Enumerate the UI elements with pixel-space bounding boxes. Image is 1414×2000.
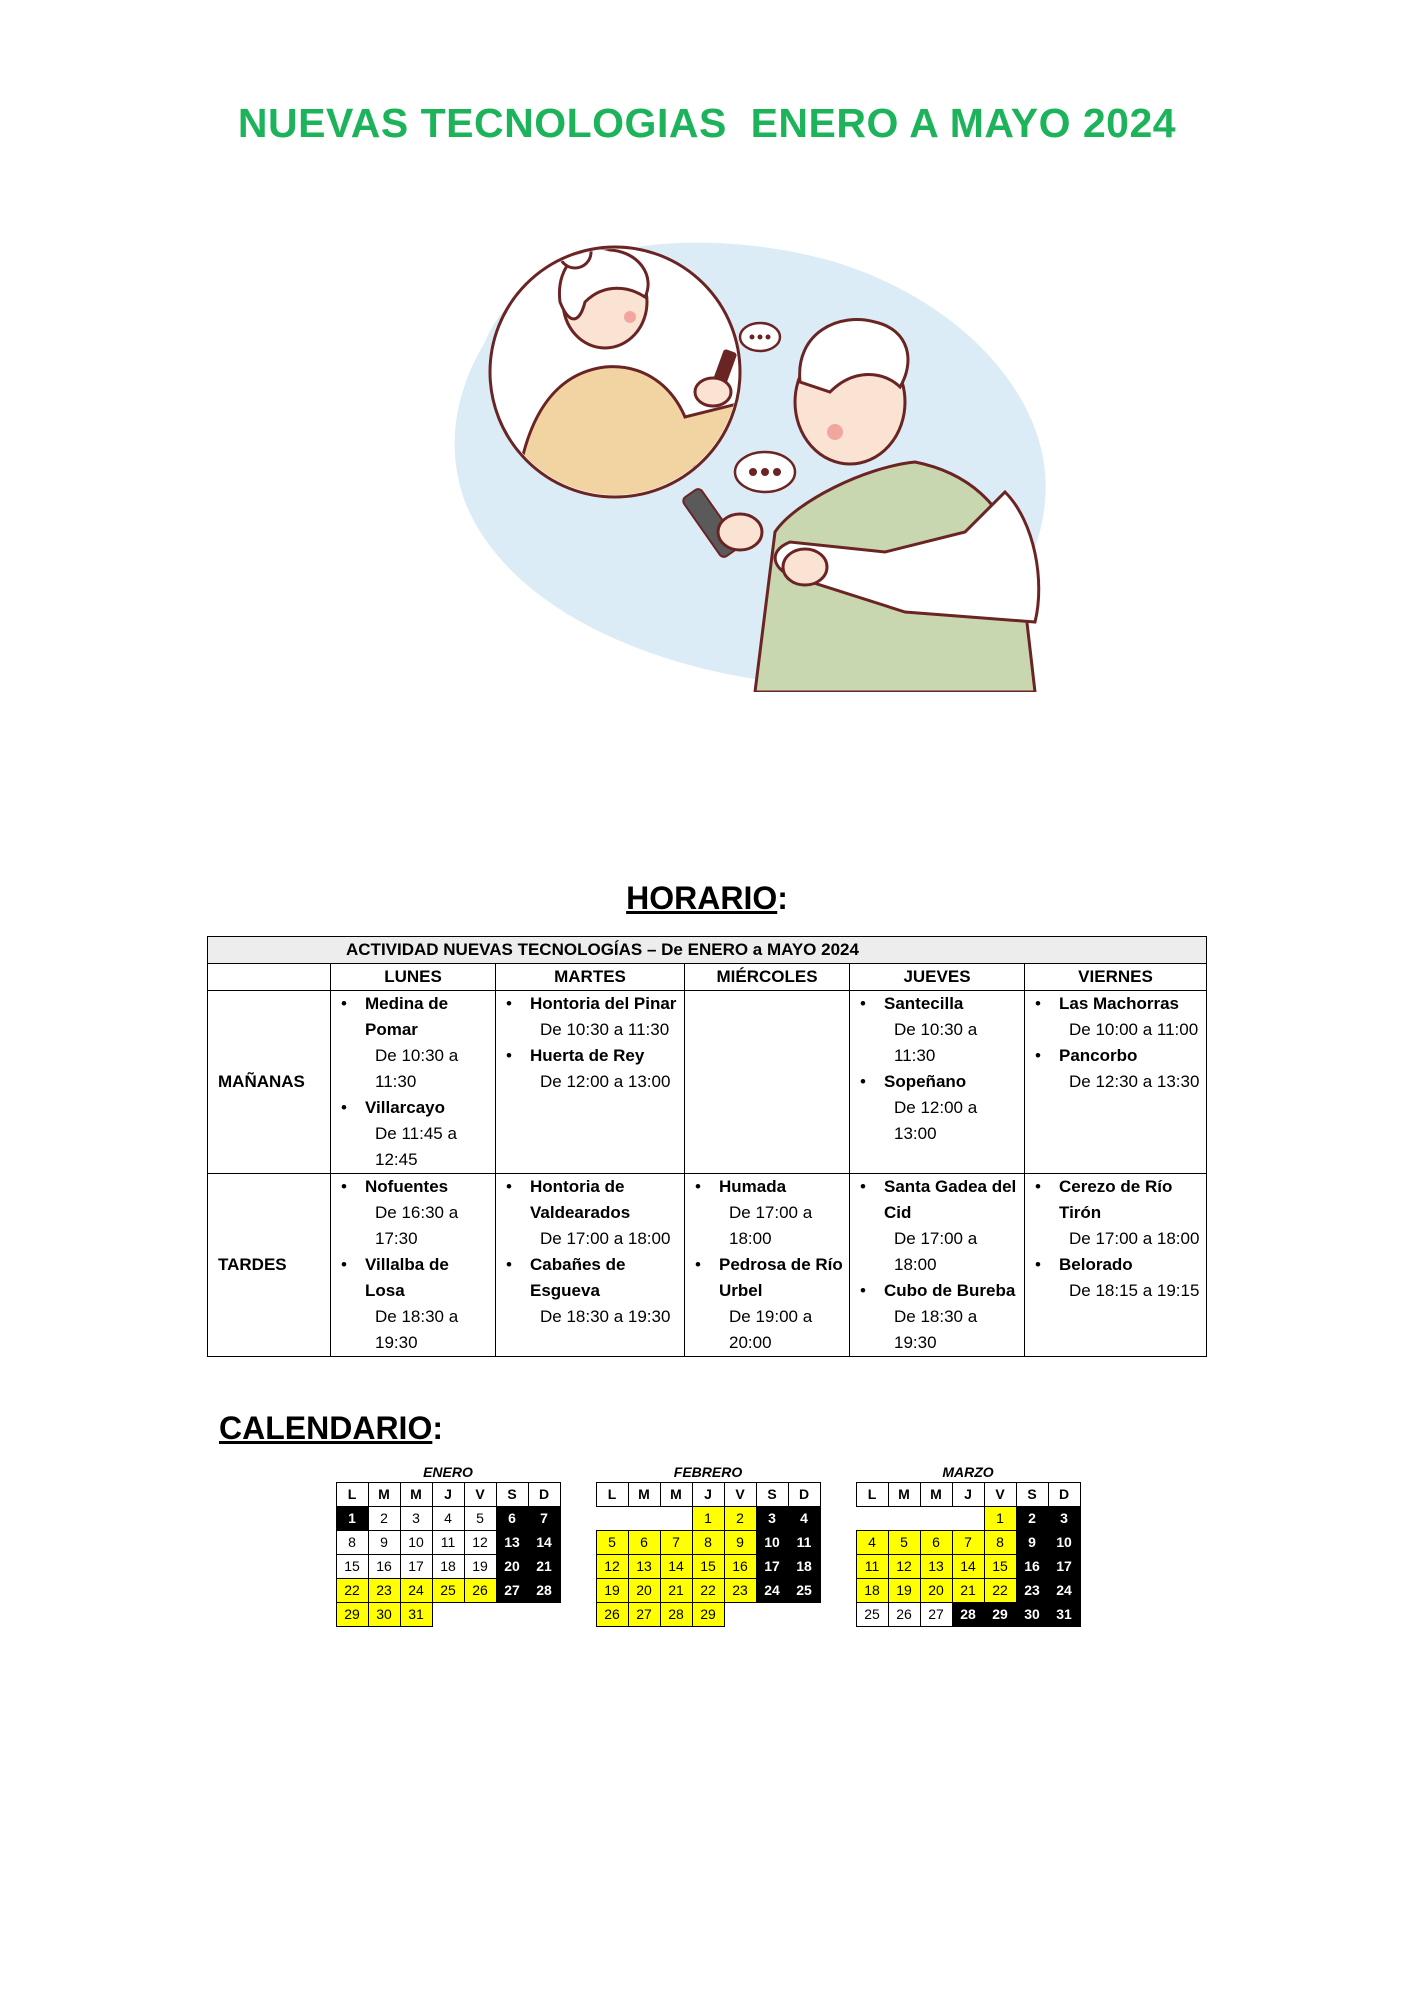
empty-cell xyxy=(528,1602,560,1626)
schedule-cell xyxy=(496,991,685,1174)
day-cell: 29 xyxy=(984,1602,1017,1627)
day-cell: 5 xyxy=(464,1506,497,1531)
day-cell: 29 xyxy=(336,1602,369,1627)
day-cell: 31 xyxy=(1048,1602,1081,1627)
weekday-header: J xyxy=(692,1482,725,1507)
schedule-row xyxy=(208,1174,1207,1357)
day-cell: 2 xyxy=(724,1506,757,1531)
schedule-entry xyxy=(502,1174,678,1252)
schedule-entry xyxy=(856,1174,1018,1278)
day-cell: 22 xyxy=(336,1578,369,1603)
day-cell: 3 xyxy=(400,1506,433,1531)
schedule-cell xyxy=(496,1174,685,1357)
time-range: De 12:00 a 13:00 xyxy=(540,1072,671,1091)
time-range: De 17:00 a 18:00 xyxy=(729,1203,813,1248)
day-cell: 27 xyxy=(496,1578,529,1603)
schedule-cell xyxy=(1025,1174,1207,1357)
month-name: MARZO xyxy=(942,1464,994,1480)
day-cell: 8 xyxy=(692,1530,725,1555)
schedule-entry xyxy=(691,1252,843,1356)
month-grid xyxy=(596,1482,820,1626)
location-name: • Medina de Pomar xyxy=(365,991,489,1043)
day-cell: 13 xyxy=(920,1554,953,1579)
schedule-entry xyxy=(502,1252,678,1330)
empty-cell xyxy=(888,1506,920,1530)
schedule-entry xyxy=(856,1069,1018,1147)
day-cell: 17 xyxy=(756,1554,789,1579)
empty-cell xyxy=(724,1602,756,1626)
day-cell: 1 xyxy=(984,1506,1017,1531)
day-cell: 15 xyxy=(336,1554,369,1579)
day-cell: 6 xyxy=(628,1530,661,1555)
weekday-header: M xyxy=(888,1482,921,1507)
month-name: FEBRERO xyxy=(673,1464,743,1480)
day-cell: 27 xyxy=(628,1602,661,1627)
empty-cell xyxy=(628,1506,660,1530)
day-cell: 16 xyxy=(724,1554,757,1579)
day-cell: 18 xyxy=(856,1578,889,1603)
schedule-cell xyxy=(1025,991,1207,1174)
location-name: • Cubo de Bureba xyxy=(884,1278,1018,1304)
location-name: • Pancorbo xyxy=(1059,1043,1200,1069)
day-cell: 10 xyxy=(756,1530,789,1555)
day-cell: 3 xyxy=(1048,1506,1081,1531)
day-cell: 6 xyxy=(496,1506,529,1531)
day-cell: 11 xyxy=(856,1554,889,1579)
day-cell: 2 xyxy=(368,1506,401,1531)
location-name: • Santa Gadea del Cid xyxy=(884,1174,1018,1226)
location-name: • Villarcayo xyxy=(365,1095,489,1121)
day-cell: 22 xyxy=(692,1578,725,1603)
day-cell: 12 xyxy=(596,1554,629,1579)
time-range: De 19:00 a 20:00 xyxy=(729,1307,813,1352)
month-grid xyxy=(336,1482,560,1626)
location-name: • Humada xyxy=(719,1174,843,1200)
schedule-entry xyxy=(691,1174,843,1252)
time-range: De 11:45 a 12:45 xyxy=(375,1124,457,1169)
location-name: • Cerezo de Río Tirón xyxy=(1059,1174,1200,1226)
day-cell: 15 xyxy=(692,1554,725,1579)
day-cell: 5 xyxy=(596,1530,629,1555)
day-cell: 13 xyxy=(496,1530,529,1555)
day-cell: 8 xyxy=(984,1530,1017,1555)
day-cell: 6 xyxy=(920,1530,953,1555)
weekday-header: J xyxy=(952,1482,985,1507)
weekday-header: V xyxy=(984,1482,1017,1507)
day-cell: 22 xyxy=(984,1578,1017,1603)
schedule-table xyxy=(207,936,1207,1357)
weekday-header: L xyxy=(336,1482,369,1507)
empty-cell xyxy=(952,1506,984,1530)
day-cell: 16 xyxy=(1016,1554,1049,1579)
day-header-miercoles: MIÉRCOLES xyxy=(685,964,850,991)
weekday-header: S xyxy=(496,1482,529,1507)
day-cell: 21 xyxy=(660,1578,693,1603)
time-range: De 10:30 a 11:30 xyxy=(540,1020,670,1039)
weekday-header: S xyxy=(756,1482,789,1507)
day-cell: 29 xyxy=(692,1602,725,1627)
day-header-jueves: JUEVES xyxy=(850,964,1025,991)
schedule-entry xyxy=(337,991,489,1095)
day-cell: 14 xyxy=(952,1554,985,1579)
schedule-entry xyxy=(502,991,678,1043)
day-cell: 12 xyxy=(888,1554,921,1579)
period-header-empty xyxy=(208,964,331,991)
weekday-header: D xyxy=(1048,1482,1081,1507)
location-name: • Las Machorras xyxy=(1059,991,1200,1017)
page-title: NUEVAS TECNOLOGIAS ENERO A MAYO 2024 xyxy=(237,100,1177,146)
day-cell: 9 xyxy=(1016,1530,1049,1555)
calendar-heading: CALENDARIO: xyxy=(219,1410,443,1446)
time-range: De 17:00 a 18:00 xyxy=(540,1229,671,1248)
schedule-entry xyxy=(1031,991,1200,1043)
schedule-entry xyxy=(856,991,1018,1069)
day-cell: 11 xyxy=(432,1530,465,1555)
day-cell: 4 xyxy=(432,1506,465,1531)
day-cell: 24 xyxy=(1048,1578,1081,1603)
weekday-header: V xyxy=(464,1482,497,1507)
schedule-table-title: ACTIVIDAD NUEVAS TECNOLOGÍAS – De ENERO a MAYO 2024 xyxy=(208,937,1207,964)
day-cell: 7 xyxy=(528,1506,561,1531)
time-range: De 17:00 a 18:00 xyxy=(894,1229,978,1274)
time-range: De 18:30 a 19:30 xyxy=(375,1307,459,1352)
day-cell: 19 xyxy=(888,1578,921,1603)
day-cell: 31 xyxy=(400,1602,433,1627)
empty-cell xyxy=(788,1602,820,1626)
day-header-viernes: VIERNES xyxy=(1025,964,1207,991)
schedule-entry xyxy=(337,1252,489,1356)
calendar-month-marzo xyxy=(856,1462,1080,1626)
time-range: De 10:00 a 11:00 xyxy=(1069,1020,1199,1039)
day-cell: 4 xyxy=(788,1506,821,1531)
day-cell: 8 xyxy=(336,1530,369,1555)
weekday-header: M xyxy=(920,1482,953,1507)
time-range: De 12:30 a 13:30 xyxy=(1069,1072,1200,1091)
time-range: De 16:30 a 17:30 xyxy=(375,1203,459,1248)
location-name: • Nofuentes xyxy=(365,1174,489,1200)
day-cell: 27 xyxy=(920,1602,953,1627)
empty-cell xyxy=(920,1506,952,1530)
day-cell: 10 xyxy=(1048,1530,1081,1555)
empty-cell xyxy=(596,1506,628,1530)
location-name: • Huerta de Rey xyxy=(530,1043,678,1069)
time-range: De 18:30 a 19:30 xyxy=(894,1307,978,1352)
day-cell: 25 xyxy=(856,1602,889,1627)
location-name: • Hontoria del Pinar xyxy=(530,991,678,1017)
day-cell: 26 xyxy=(464,1578,497,1603)
month-name: ENERO xyxy=(423,1464,473,1480)
day-cell: 24 xyxy=(400,1578,433,1603)
day-cell: 20 xyxy=(628,1578,661,1603)
weekday-header: M xyxy=(368,1482,401,1507)
schedule-entry xyxy=(856,1278,1018,1356)
day-cell: 19 xyxy=(596,1578,629,1603)
weekday-header: D xyxy=(788,1482,821,1507)
empty-cell xyxy=(756,1602,788,1626)
period-label: MAÑANAS xyxy=(208,991,331,1174)
day-cell: 17 xyxy=(1048,1554,1081,1579)
day-cell: 11 xyxy=(788,1530,821,1555)
day-cell: 15 xyxy=(984,1554,1017,1579)
day-cell: 13 xyxy=(628,1554,661,1579)
day-cell: 28 xyxy=(660,1602,693,1627)
schedule-entry xyxy=(1031,1174,1200,1252)
schedule-entry xyxy=(1031,1043,1200,1095)
time-range: De 17:00 a 18:00 xyxy=(1069,1229,1200,1248)
day-cell: 18 xyxy=(788,1554,821,1579)
day-cell: 21 xyxy=(952,1578,985,1603)
day-cell: 23 xyxy=(368,1578,401,1603)
day-cell: 16 xyxy=(368,1554,401,1579)
day-cell: 28 xyxy=(528,1578,561,1603)
day-cell: 9 xyxy=(724,1530,757,1555)
schedule-row xyxy=(208,991,1207,1174)
empty-cell xyxy=(464,1602,496,1626)
schedule-cell xyxy=(331,1174,496,1357)
schedule-cell xyxy=(685,991,850,1174)
calendar-month-enero xyxy=(336,1462,560,1626)
weekday-header: D xyxy=(528,1482,561,1507)
schedule-entry xyxy=(337,1174,489,1252)
day-cell: 28 xyxy=(952,1602,985,1627)
day-cell: 20 xyxy=(496,1554,529,1579)
day-cell: 23 xyxy=(1016,1578,1049,1603)
weekday-header: S xyxy=(1016,1482,1049,1507)
day-cell: 23 xyxy=(724,1578,757,1603)
weekday-header: L xyxy=(856,1482,889,1507)
weekday-header: J xyxy=(432,1482,465,1507)
weekday-header: L xyxy=(596,1482,629,1507)
empty-cell xyxy=(660,1506,692,1530)
month-grid xyxy=(856,1482,1080,1626)
schedule-cell xyxy=(685,1174,850,1357)
location-name: • Sopeñano xyxy=(884,1069,1018,1095)
day-cell: 9 xyxy=(368,1530,401,1555)
schedule-cell xyxy=(850,991,1025,1174)
day-cell: 1 xyxy=(336,1506,369,1531)
day-cell: 14 xyxy=(660,1554,693,1579)
day-cell: 24 xyxy=(756,1578,789,1603)
day-cell: 20 xyxy=(920,1578,953,1603)
location-name: • Belorado xyxy=(1059,1252,1200,1278)
calendar-month-febrero xyxy=(596,1462,820,1626)
day-cell: 4 xyxy=(856,1530,889,1555)
day-cell: 19 xyxy=(464,1554,497,1579)
time-range: De 10:30 a 11:30 xyxy=(375,1046,459,1091)
period-label: TARDES xyxy=(208,1174,331,1357)
location-name: • Cabañes de Esgueva xyxy=(530,1252,678,1304)
schedule-cell xyxy=(850,1174,1025,1357)
weekday-header: M xyxy=(628,1482,661,1507)
day-cell: 26 xyxy=(596,1602,629,1627)
empty-cell xyxy=(856,1506,888,1530)
time-range: De 10:30 a 11:30 xyxy=(894,1020,978,1065)
day-cell: 21 xyxy=(528,1554,561,1579)
empty-cell xyxy=(496,1602,528,1626)
day-cell: 12 xyxy=(464,1530,497,1555)
day-cell: 10 xyxy=(400,1530,433,1555)
day-cell: 14 xyxy=(528,1530,561,1555)
day-cell: 25 xyxy=(788,1578,821,1603)
weekday-header: V xyxy=(724,1482,757,1507)
day-cell: 18 xyxy=(432,1554,465,1579)
schedule-heading: HORARIO: xyxy=(626,880,788,916)
empty-cell xyxy=(432,1602,464,1626)
day-cell: 26 xyxy=(888,1602,921,1627)
time-range: De 12:00 a 13:00 xyxy=(894,1098,978,1143)
weekday-header: M xyxy=(400,1482,433,1507)
day-cell: 2 xyxy=(1016,1506,1049,1531)
schedule-entry xyxy=(1031,1252,1200,1304)
schedule-cell xyxy=(331,991,496,1174)
schedule-entry xyxy=(502,1043,678,1095)
day-cell: 30 xyxy=(1016,1602,1049,1627)
location-name: • Pedrosa de Río Urbel xyxy=(719,1252,843,1304)
schedule-entry xyxy=(337,1095,489,1173)
weekday-header: M xyxy=(660,1482,693,1507)
day-header-martes: MARTES xyxy=(496,964,685,991)
day-cell: 5 xyxy=(888,1530,921,1555)
day-cell: 1 xyxy=(692,1506,725,1531)
location-name: • Hontoria de Valdearados xyxy=(530,1174,678,1226)
seniors-phone-illustration xyxy=(445,232,1065,692)
day-cell: 7 xyxy=(660,1530,693,1555)
day-cell: 25 xyxy=(432,1578,465,1603)
day-header-lunes: LUNES xyxy=(331,964,496,991)
location-name: • Santecilla xyxy=(884,991,1018,1017)
day-cell: 3 xyxy=(756,1506,789,1531)
location-name: • Villalba de Losa xyxy=(365,1252,489,1304)
day-cell: 17 xyxy=(400,1554,433,1579)
time-range: De 18:15 a 19:15 xyxy=(1069,1281,1200,1300)
day-cell: 7 xyxy=(952,1530,985,1555)
time-range: De 18:30 a 19:30 xyxy=(540,1307,671,1326)
day-cell: 30 xyxy=(368,1602,401,1627)
